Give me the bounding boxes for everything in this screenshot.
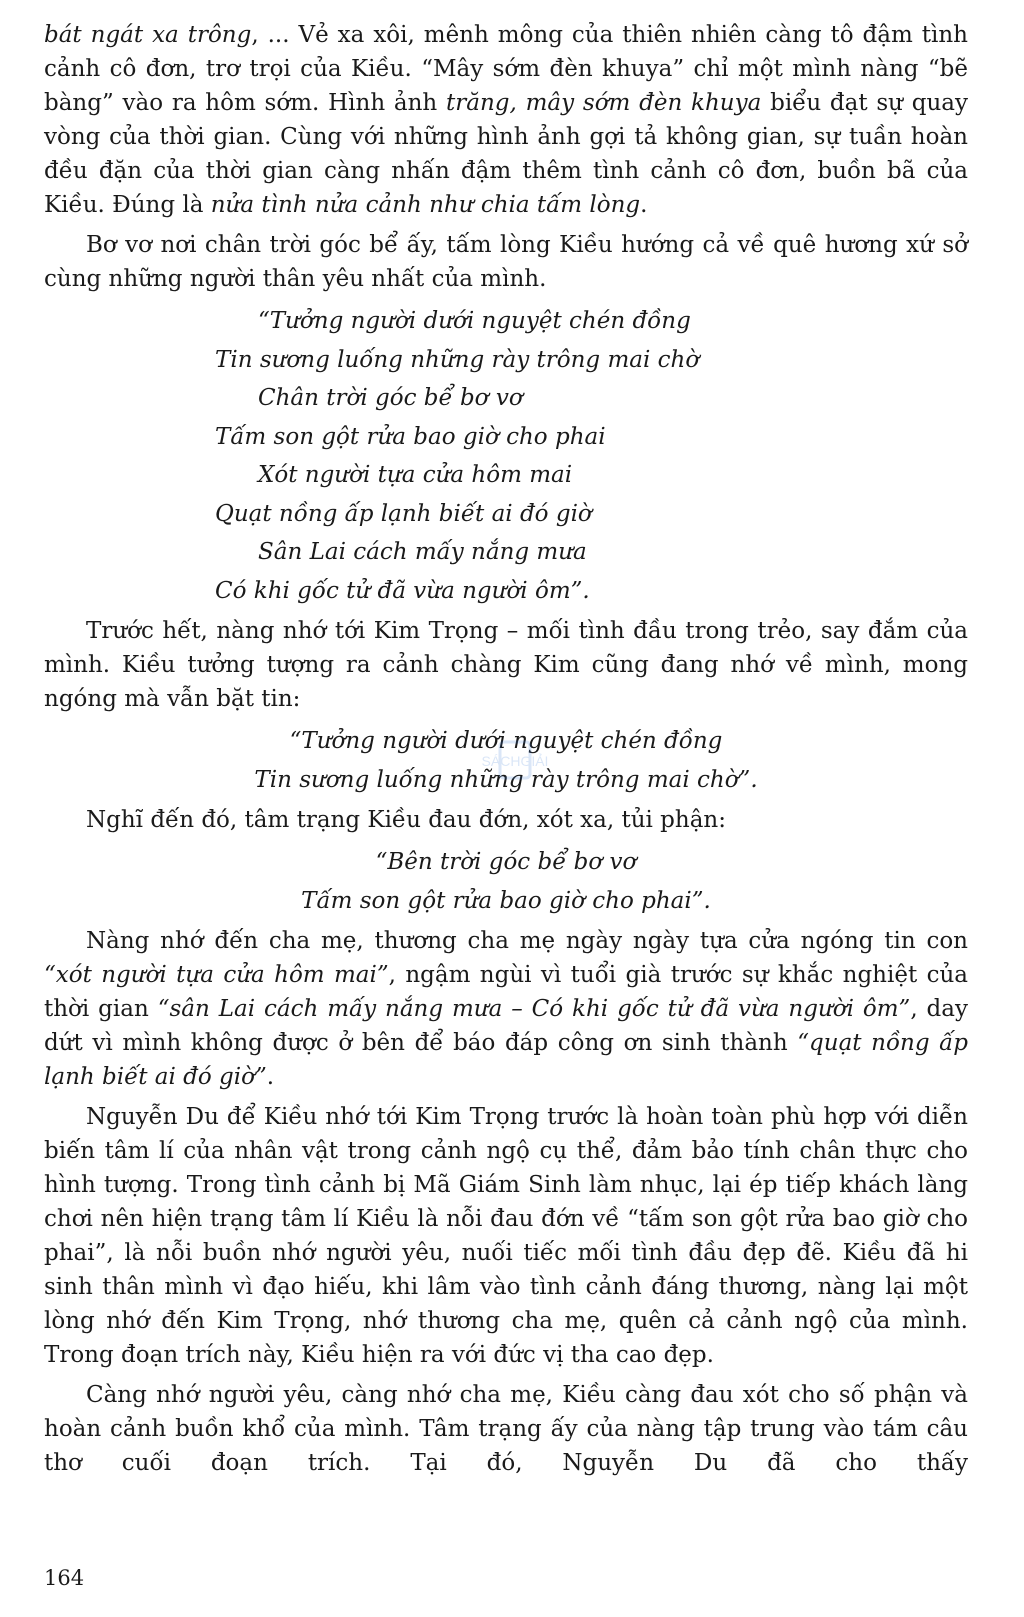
poem-line: “Bên trời góc bể bơ vơ bbox=[375, 849, 637, 875]
poem-line: Có khi gốc tử đã vừa người ôm”. bbox=[215, 577, 590, 604]
paragraph-5: Nàng nhớ đến cha mẹ, thương cha mẹ ngày ngày tựa cửa ngóng tin con “xót người tựa cửa hôm mai”, ngậm ngùi vì tuổi già trước sự khắc nghiệt của thời gian “sân Lai cách mấy nắng mưa – Có khi gốc tử đã vừa người ôm”, day dứt vì mình không được ở bên để báo đáp công ơn sinh thành “quạt nồng ấp lạnh biết ai đó giờ”. bbox=[44, 928, 968, 1090]
poem-line: “Tưởng người dưới nguyệt chén đồng bbox=[258, 308, 691, 334]
poem-excerpt-bo-vo bbox=[44, 843, 968, 920]
page-number: 164 bbox=[44, 1566, 85, 1590]
book-page bbox=[44, 18, 968, 1598]
poem-line: Sân Lai cách mấy nắng mưa bbox=[258, 539, 587, 565]
poem-line: Tin sương luống những rày trông mai chờ bbox=[215, 346, 700, 373]
poem-line: Tin sương luống những rày trông mai chờ”. bbox=[254, 766, 758, 793]
poem-line: Quạt nồng ấp lạnh biết ai đó giờ bbox=[215, 500, 592, 527]
paragraph-7: Càng nhớ người yêu, càng nhớ cha mẹ, Kiều càng đau xót cho số phận và hoàn cảnh buồn khổ của mình. Tâm trạng ấy của nàng tập trung vào tám câu thơ cuối đoạn trích. Tại đó, Nguyễn Du đã cho thấy bbox=[44, 1382, 968, 1476]
poem-line: “Tưởng người dưới nguyệt chén đồng bbox=[289, 728, 723, 754]
paragraph-2: Bơ vơ nơi chân trời góc bể ấy, tấm lòng Kiều hướng cả về quê hương xứ sở cùng những người thân yêu nhất của mình. bbox=[44, 232, 968, 292]
poem-excerpt-main bbox=[44, 302, 968, 610]
watermark-logo bbox=[470, 740, 560, 780]
poem-line: Xót người tựa cửa hôm mai bbox=[258, 462, 573, 488]
paragraph-1: bát ngát xa trông, ... Vẻ xa xôi, mênh mông của thiên nhiên càng tô đậm tình cảnh cô đơn, trơ trọi của Kiều. “Mây sớm đèn khuya” chỉ một mình nàng “bẽ bàng” vào ra hôm sớm. Hình ảnh trăng, mây sớm đèn khuya biểu đạt sự quay vòng của thời gian. Cùng với những hình ảnh gợi tả không gian, sự tuần hoàn đều đặn của thời gian càng nhấn đậm thêm tình cảnh cô đơn, buồn bã của Kiều. Đúng là nửa tình nửa cảnh như chia tấm lòng. bbox=[44, 22, 969, 218]
paragraph-3: Trước hết, nàng nhớ tới Kim Trọng – mối tình đầu trong trẻo, say đắm của mình. Kiều tưởng tượng ra cảnh chàng Kim cũng đang nhớ về mình, mong ngóng mà vẫn bặt tin: bbox=[44, 618, 968, 712]
poem-line: Chân trời góc bể bơ vơ bbox=[258, 385, 523, 411]
poem-line: Tấm son gột rửa bao giờ cho phai bbox=[215, 423, 606, 450]
paragraph-6: Nguyễn Du để Kiều nhớ tới Kim Trọng trước là hoàn toàn phù hợp với diễn biến tâm lí của nhân vật trong cảnh ngộ cụ thể, đảm bảo tính chân thực cho hình tượng. Trong tình cảnh bị Mã Giám Sinh làm nhục, lại ép tiếp khách làng chơi nên hiện trạng tâm lí Kiều là nỗi đau đớn về “tấm son gột rửa bao giờ cho phai”, là nỗi buồn nhớ người yêu, nuối tiếc mối tình đầu đẹp đẽ. Kiều đã hi sinh thân mình vì đạo hiếu, khi lâm vào tình cảnh đáng thương, nàng lại một lòng nhớ đến Kim Trọng, nhớ thương cha mẹ, quên cả cảnh ngộ của mình. Trong đoạn trích này, Kiều hiện ra với đức vị tha cao đẹp. bbox=[44, 1104, 968, 1368]
watermark-text: SÁCHGIẢI bbox=[481, 753, 549, 769]
paragraph-4: Nghĩ đến đó, tâm trạng Kiều đau đớn, xót xa, tủi phận: bbox=[86, 807, 726, 833]
poem-line: Tấm son gột rửa bao giờ cho phai”. bbox=[301, 887, 711, 914]
